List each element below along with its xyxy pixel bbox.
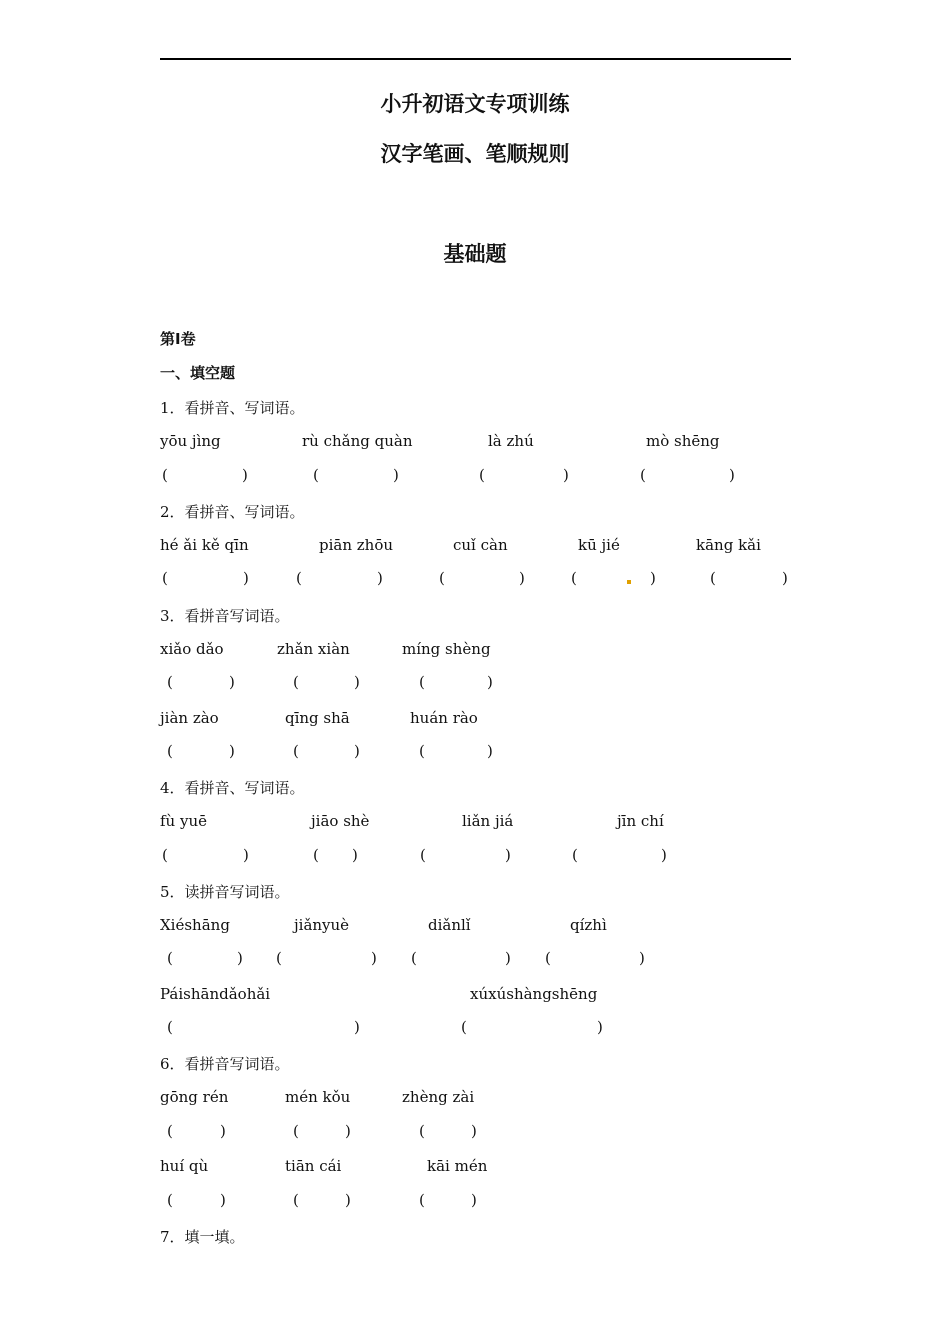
pinyin-item: qīng shā — [285, 709, 350, 727]
answer-open-paren: ( — [572, 846, 578, 864]
answer-close-paren: ) — [661, 846, 667, 864]
pinyin-item: fù yuē — [160, 812, 207, 830]
question-2-prompt: 2．看拼音、写词语。 — [160, 503, 305, 521]
pinyin-item: huán rào — [410, 709, 478, 727]
pinyin-item: míng shèng — [402, 640, 491, 658]
answer-open-paren: ( — [293, 1122, 299, 1140]
answer-open-paren: ( — [571, 569, 577, 587]
pinyin-item: Xiéshāng — [160, 916, 230, 934]
pinyin-item: rù chǎng quàn — [302, 432, 413, 450]
answer-close-paren: ) — [345, 1122, 351, 1140]
answer-open-paren: ( — [293, 673, 299, 691]
answer-open-paren: ( — [296, 569, 302, 587]
question-4-prompt: 4．看拼音、写词语。 — [160, 779, 305, 797]
answer-open-paren: ( — [276, 949, 282, 967]
answer-close-paren: ) — [354, 673, 360, 691]
pinyin-item: xúxúshàngshēng — [470, 985, 598, 1003]
answer-open-paren: ( — [167, 1122, 173, 1140]
answer-open-paren: ( — [479, 466, 485, 484]
answer-close-paren: ) — [243, 569, 249, 587]
answer-close-paren: ) — [471, 1191, 477, 1209]
answer-open-paren: ( — [167, 1018, 173, 1036]
section-title: 基础题 — [443, 242, 507, 266]
pinyin-item: là zhú — [488, 432, 534, 450]
header-rule — [160, 58, 791, 60]
answer-close-paren: ) — [345, 1191, 351, 1209]
answer-open-paren: ( — [167, 1191, 173, 1209]
answer-open-paren: ( — [419, 673, 425, 691]
pinyin-item: zhèng zài — [402, 1088, 475, 1106]
answer-open-paren: ( — [411, 949, 417, 967]
answer-open-paren: ( — [293, 742, 299, 760]
pinyin-item: jīn chí — [617, 812, 664, 830]
pinyin-item: liǎn jiá — [462, 812, 514, 830]
answer-close-paren: ) — [352, 846, 358, 864]
answer-open-paren: ( — [710, 569, 716, 587]
answer-open-paren: ( — [162, 846, 168, 864]
pinyin-item: jiàn zào — [160, 709, 219, 727]
answer-open-paren: ( — [167, 742, 173, 760]
answer-open-paren: ( — [313, 466, 319, 484]
pinyin-item: kāi mén — [427, 1157, 488, 1175]
answer-open-paren: ( — [293, 1191, 299, 1209]
answer-close-paren: ) — [393, 466, 399, 484]
pinyin-item: xiǎo dǎo — [160, 640, 224, 658]
pinyin-item: zhǎn xiàn — [277, 640, 350, 658]
answer-open-paren: ( — [167, 949, 173, 967]
document-subtitle: 汉字笔画、笔顺规则 — [380, 142, 570, 166]
question-5-prompt: 5．读拼音写词语。 — [160, 883, 290, 901]
answer-close-paren: ) — [563, 466, 569, 484]
answer-close-paren: ) — [237, 949, 243, 967]
answer-open-paren: ( — [162, 569, 168, 587]
answer-close-paren: ) — [220, 1122, 226, 1140]
answer-close-paren: ) — [242, 466, 248, 484]
answer-close-paren: ) — [371, 949, 377, 967]
answer-open-paren: ( — [313, 846, 319, 864]
answer-close-paren: ) — [519, 569, 525, 587]
answer-open-paren: ( — [419, 1191, 425, 1209]
pinyin-item: Páishāndǎohǎi — [160, 985, 271, 1003]
answer-open-paren: ( — [545, 949, 551, 967]
question-7-prompt: 7．填一填。 — [160, 1228, 245, 1246]
part-label: 一、填空题 — [160, 364, 236, 382]
answer-close-paren: ) — [505, 949, 511, 967]
pinyin-item: mén kǒu — [285, 1088, 351, 1106]
answer-open-paren: ( — [420, 846, 426, 864]
pinyin-item: qízhì — [570, 916, 607, 934]
answer-close-paren: ) — [229, 673, 235, 691]
pinyin-item: diǎnlǐ — [428, 916, 471, 934]
volume-label: 第I卷 — [160, 330, 196, 348]
answer-close-paren: ) — [354, 742, 360, 760]
pinyin-item: gōng rén — [160, 1088, 229, 1106]
answer-close-paren: ) — [639, 949, 645, 967]
pinyin-item: hé ǎi kě qīn — [160, 536, 249, 554]
answer-close-paren: ) — [354, 1018, 360, 1036]
answer-close-paren: ) — [729, 466, 735, 484]
answer-open-paren: ( — [640, 466, 646, 484]
answer-open-paren: ( — [419, 742, 425, 760]
pinyin-item: kāng kǎi — [696, 536, 761, 554]
pinyin-item: yōu jìng — [160, 432, 221, 450]
answer-close-paren: ) — [487, 742, 493, 760]
answer-close-paren: ) — [487, 673, 493, 691]
answer-open-paren: ( — [439, 569, 445, 587]
answer-close-paren: ) — [505, 846, 511, 864]
marker-dot — [627, 580, 631, 584]
answer-open-paren: ( — [162, 466, 168, 484]
answer-close-paren: ) — [243, 846, 249, 864]
pinyin-item: piān zhōu — [319, 536, 394, 554]
pinyin-item: jiāo shè — [311, 812, 370, 830]
answer-close-paren: ) — [650, 569, 656, 587]
question-3-prompt: 3．看拼音写词语。 — [160, 607, 290, 625]
pinyin-item: jiǎnyuè — [294, 916, 350, 934]
pinyin-item: kū jié — [578, 536, 620, 554]
answer-close-paren: ) — [471, 1122, 477, 1140]
answer-open-paren: ( — [419, 1122, 425, 1140]
pinyin-item: mò shēng — [646, 432, 720, 450]
answer-close-paren: ) — [220, 1191, 226, 1209]
answer-close-paren: ) — [597, 1018, 603, 1036]
document-title: 小升初语文专项训练 — [380, 92, 570, 116]
answer-open-paren: ( — [167, 673, 173, 691]
answer-close-paren: ) — [782, 569, 788, 587]
pinyin-item: tiān cái — [285, 1157, 342, 1175]
question-1-prompt: 1．看拼音、写词语。 — [160, 399, 305, 417]
answer-open-paren: ( — [461, 1018, 467, 1036]
question-6-prompt: 6．看拼音写词语。 — [160, 1055, 290, 1073]
answer-close-paren: ) — [229, 742, 235, 760]
pinyin-item: cuǐ càn — [453, 536, 508, 554]
pinyin-item: huí qù — [160, 1157, 209, 1175]
answer-close-paren: ) — [377, 569, 383, 587]
